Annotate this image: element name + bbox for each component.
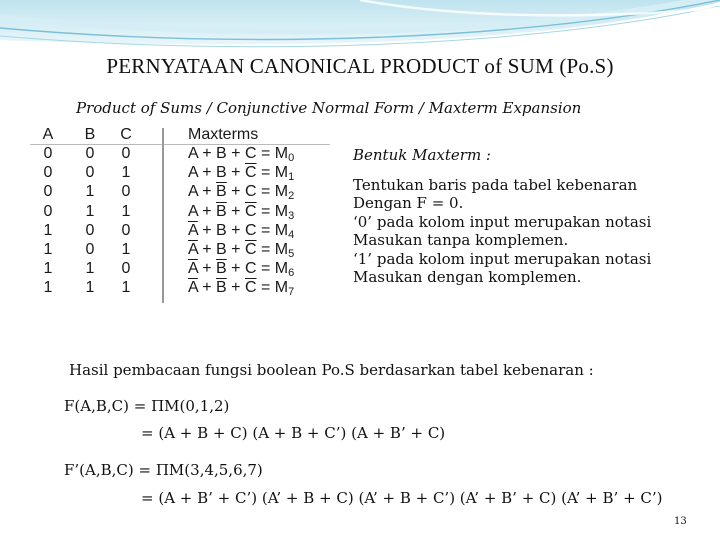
maxterm-operator: + xyxy=(231,260,241,278)
maxterm-operator: + xyxy=(202,145,212,162)
slide-subtitle: Product of Sums / Conjunctive Normal Form / Maxterm Expansion xyxy=(76,99,582,117)
slide-title: PERNYATAAN CANONICAL PRODUCT of SUM (Po.S) xyxy=(106,54,614,78)
maxterm-variable: A xyxy=(188,145,198,162)
maxterm-symbol: M xyxy=(274,221,289,239)
explanation-line: Dengan F = 0. xyxy=(353,194,464,212)
maxterm-variable: $\overline{B}$ xyxy=(216,279,227,297)
maxterm-operator: + xyxy=(202,260,212,278)
f-complement-expansion-line: = (A + B’ + C’) (A’ + B + C) (A’ + B + C’) (A’ + B’ + C) (A’ + B’ + C’) xyxy=(141,489,663,507)
maxterm-variable: B xyxy=(216,241,227,258)
maxterm-variable: $\overline{A}$ xyxy=(188,241,198,258)
explanation-line: Tentukan baris pada tabel kebenaran xyxy=(353,175,638,194)
maxterm-explanation xyxy=(353,146,713,287)
maxterm-index: 1 xyxy=(288,171,295,184)
table-column-divider xyxy=(162,128,164,303)
maxterm-variable: $\overline{C}$ xyxy=(244,202,257,220)
explanation-heading: Bentuk Maxterm : xyxy=(353,146,491,164)
cell-c: 0 xyxy=(121,145,131,162)
maxterm-symbol: M xyxy=(274,241,289,258)
maxterm-index: 2 xyxy=(288,190,295,203)
cell-a: 1 xyxy=(43,260,53,278)
header-c: C xyxy=(120,126,132,143)
maxterm-expression: $\overline{A} + \overline{B} + C = M_6$ xyxy=(188,260,295,280)
explanation-line: ‘0’ pada kolom input merupakan notasi xyxy=(353,212,652,231)
maxterm-variable: $\overline{C}$ xyxy=(244,279,257,297)
maxterm-variable: $\overline{A}$ xyxy=(188,279,198,297)
maxterm-operator: + xyxy=(202,279,212,297)
header-maxterms: Maxterms xyxy=(188,126,259,143)
maxterm-variable: A xyxy=(188,183,198,201)
cell-a: 0 xyxy=(43,202,53,220)
maxterm-index: 3 xyxy=(288,209,295,222)
f-expansion-line: = (A + B + C) (A + B + C’) (A + B’ + C) xyxy=(141,424,446,442)
maxterm-operator: + xyxy=(231,183,241,201)
maxterm-variable: $\overline{A}$ xyxy=(188,221,198,239)
cell-a: 0 xyxy=(43,145,53,162)
cell-a: 1 xyxy=(43,241,53,258)
cell-b: 0 xyxy=(85,145,95,162)
cell-c: 1 xyxy=(121,164,131,182)
maxterm-operator: + xyxy=(231,241,241,258)
maxterm-variable: $\overline{C}$ xyxy=(244,241,257,258)
cell-b: 0 xyxy=(85,221,95,239)
maxterm-symbol: M xyxy=(274,164,289,182)
cell-c: 1 xyxy=(121,202,131,220)
maxterm-symbol: M xyxy=(274,260,289,278)
maxterm-index: 0 xyxy=(288,152,295,164)
cell-b: 1 xyxy=(85,279,95,297)
cell-c: 1 xyxy=(121,241,131,258)
f-complement-function-line: F’(A,B,C) = ΠM(3,4,5,6,7) xyxy=(64,461,263,479)
maxterm-operator: + xyxy=(202,202,212,220)
cell-a: 0 xyxy=(43,183,53,201)
cell-b: 0 xyxy=(85,241,95,258)
cell-b: 1 xyxy=(85,202,95,220)
cell-c: 0 xyxy=(121,260,131,278)
maxterm-operator: + xyxy=(202,183,212,201)
maxterm-operator: + xyxy=(231,221,241,239)
cell-b: 1 xyxy=(85,260,95,278)
maxterm-variable: C xyxy=(244,221,257,239)
maxterm-operator: + xyxy=(231,145,241,162)
maxterm-operator: + xyxy=(231,279,241,297)
header-a: A xyxy=(42,126,54,143)
explanation-line: Masukan tanpa komplemen. xyxy=(353,231,569,249)
cell-c: 0 xyxy=(121,221,131,239)
page-number: 13 xyxy=(674,516,687,527)
maxterm-variable: B xyxy=(216,164,227,182)
cell-b: 0 xyxy=(85,164,95,182)
maxterm-variable: B xyxy=(216,145,227,162)
maxterm-expression: $\overline{A} + \overline{B} + \overline{C} = M_7$ xyxy=(188,279,295,299)
explanation-line: Masukan dengan komplemen. xyxy=(353,268,582,286)
maxterm-expression: $A + B + \overline{C} = M_1$ xyxy=(188,164,295,184)
cell-c: 0 xyxy=(121,183,131,201)
maxterm-expression: $A + B + C = M_0$ xyxy=(188,145,295,164)
maxterm-symbol: M xyxy=(274,183,289,201)
maxterm-variable: $\overline{A}$ xyxy=(188,260,198,278)
maxterm-variable: B xyxy=(216,221,227,239)
maxterm-variable: C xyxy=(244,145,257,162)
maxterm-expression: $\overline{A} + B + \overline{C} = M_5$ xyxy=(188,241,295,260)
maxterm-expression: $\overline{A} + B + C = M_4$ xyxy=(188,221,295,241)
maxterm-variable: $\overline{B}$ xyxy=(216,260,227,278)
maxterm-operator: + xyxy=(231,164,241,182)
maxterm-variable: A xyxy=(188,164,198,182)
result-heading: Hasil pembacaan fungsi boolean Po.S berdasarkan tabel kebenaran : xyxy=(69,361,594,379)
explanation-line: ‘1’ pada kolom input merupakan notasi xyxy=(353,249,652,268)
maxterm-symbol: M xyxy=(274,202,289,220)
cell-c: 1 xyxy=(121,279,131,297)
maxterm-operator: + xyxy=(231,202,241,220)
cell-a: 1 xyxy=(43,279,53,297)
cell-a: 1 xyxy=(43,221,53,239)
maxterm-variable: C xyxy=(244,260,257,278)
maxterm-operator: + xyxy=(202,241,212,258)
maxterm-variable: $\overline{C}$ xyxy=(244,164,257,182)
maxterm-symbol: M xyxy=(274,145,289,162)
maxterm-variable: $\overline{B}$ xyxy=(216,202,227,220)
cell-b: 1 xyxy=(85,183,95,201)
maxterm-variable: $\overline{B}$ xyxy=(216,183,227,201)
maxterm-operator: + xyxy=(202,164,212,182)
f-function-line: F(A,B,C) = ΠM(0,1,2) xyxy=(64,397,230,415)
maxterm-expression: $A + \overline{B} + C = M_2$ xyxy=(188,183,295,203)
maxterm-variable: A xyxy=(188,202,198,220)
maxterm-symbol: M xyxy=(274,279,289,297)
maxterm-index: 5 xyxy=(288,248,295,260)
cell-a: 0 xyxy=(43,164,53,182)
maxterm-operator: + xyxy=(202,221,212,239)
maxterm-index: 7 xyxy=(288,286,295,299)
maxterm-index: 4 xyxy=(288,228,295,241)
maxterm-expression: $A + \overline{B} + \overline{C} = M_3$ xyxy=(188,202,295,222)
header-b: B xyxy=(84,126,96,143)
maxterm-index: 6 xyxy=(288,267,295,280)
maxterm-variable: C xyxy=(244,183,257,201)
